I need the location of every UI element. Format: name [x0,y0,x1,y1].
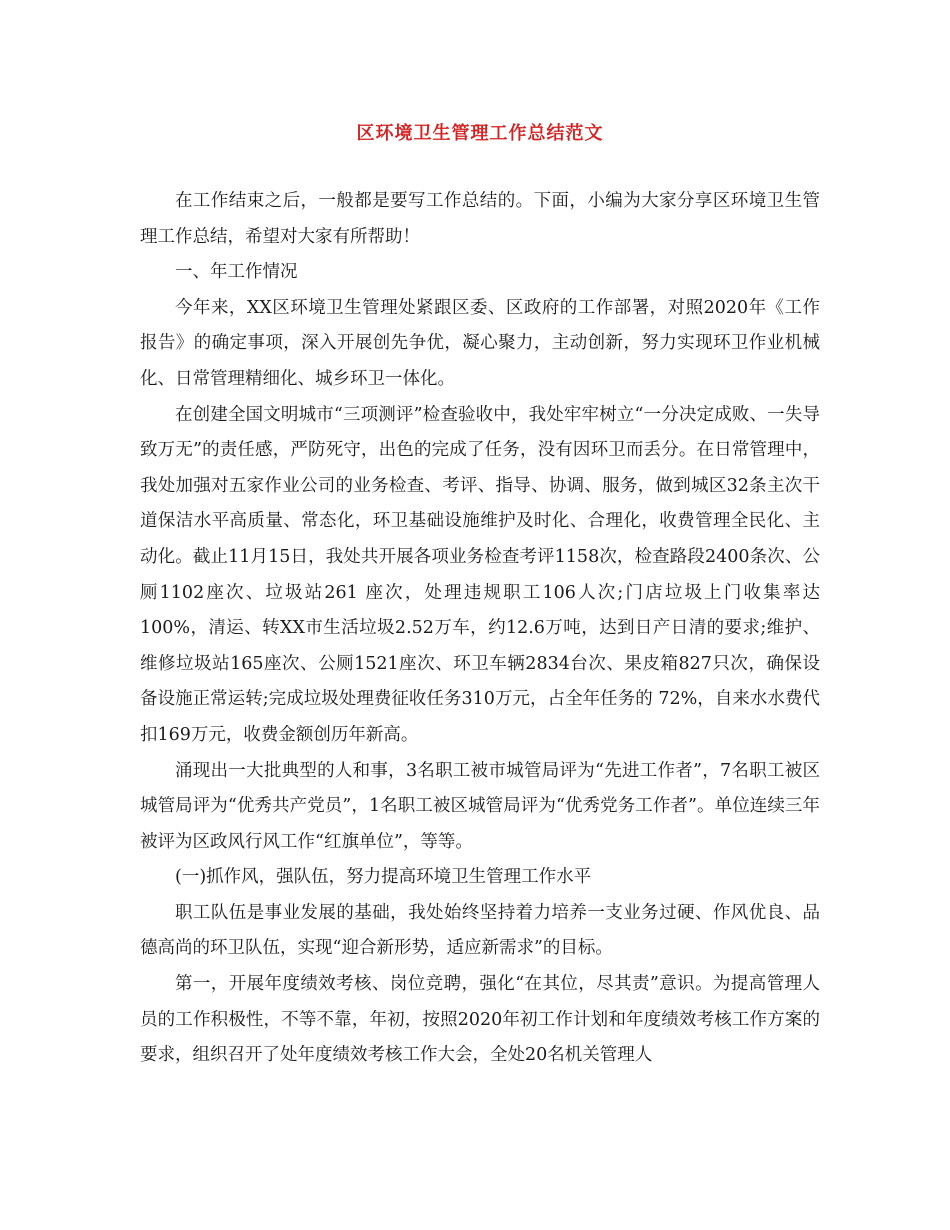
paragraph-honors: 涌现出一大批典型的人和事，3名职工被市城管局评为“先进工作者”，7名职工被区城管局评为“优秀共产党员”，1名职工被区城管局评为“优秀党务工作者”。单位连续三年被评为区政风行风工作“红旗单位”，等等。 [140,760,820,852]
paragraph-intro: 在工作结束之后，一般都是要写工作总结的。下面，小编为大家分享区环境卫生管理工作总结，希望对大家有所帮助！ [140,191,820,247]
paragraph-statistics: 在创建全国文明城市“三项测评”检查验收中，我处牢牢树立“一分决定成败、一失导致万无”的责任感，严防死守，出色的完成了任务，没有因环卫而丢分。在日常管理中，我处加强对五家作业公司的业务检查、考评、指导、协调、服务，做到城区32条主次干道保洁水平高质量、常态化，环卫基础设施维护及时化、合理化，收费管理全民化、主动化。截止11月15日，我处共开展各项业务检查考评1158次，检查路段2400条次、公厕1102座次、垃圾站261 座次，处理违规职工106人次;门店垃圾上门收集率达100%，清运、转XX市生活垃圾2.52万车，约12.6万吨，达到日产日清的要求;维护、维修垃圾站165座次、公厕1521座次、环卫车辆2834台次、果皮箱827只次，确保设备设施正常运转;完成垃圾处理费征收任务310万元，占全年任务的 72%，自来水水费代扣169万元，收费金额创历年新高。 [140,404,820,745]
document-page [140,120,820,1074]
paragraph-overview: 今年来，XX区环境卫生管理处紧跟区委、区政府的工作部署，对照2020年《工作报告》的确定事项，深入开展创先争优，凝心聚力，主动创新，努力实现环卫作业机械化、日常管理精细化、城乡环卫一体化。 [140,297,820,389]
paragraph-first-measure: 第一，开展年度绩效考核、岗位竞聘，强化“在其位，尽其责”意识。为提高管理人员的工作积极性，不等不靠，年初，按照2020年初工作计划和年度绩效考核工作方案的要求，组织召开了处年度绩效考核工作大会，全处20名机关管理人 [140,974,820,1066]
document-title: 区环境卫生管理工作总结范文 [356,123,604,144]
paragraph-team: 职工队伍是事业发展的基础，我处始终坚持着力培养一支业务过硬、作风优良、品德高尚的环卫队伍，实现“迎合新形势，适应新需求”的目标。 [140,902,820,959]
paragraph-section-heading: 一、年工作情况 [175,262,298,283]
paragraph-subheading: (一)抓作风，强队伍，努力提高环境卫生管理工作水平 [175,867,592,888]
